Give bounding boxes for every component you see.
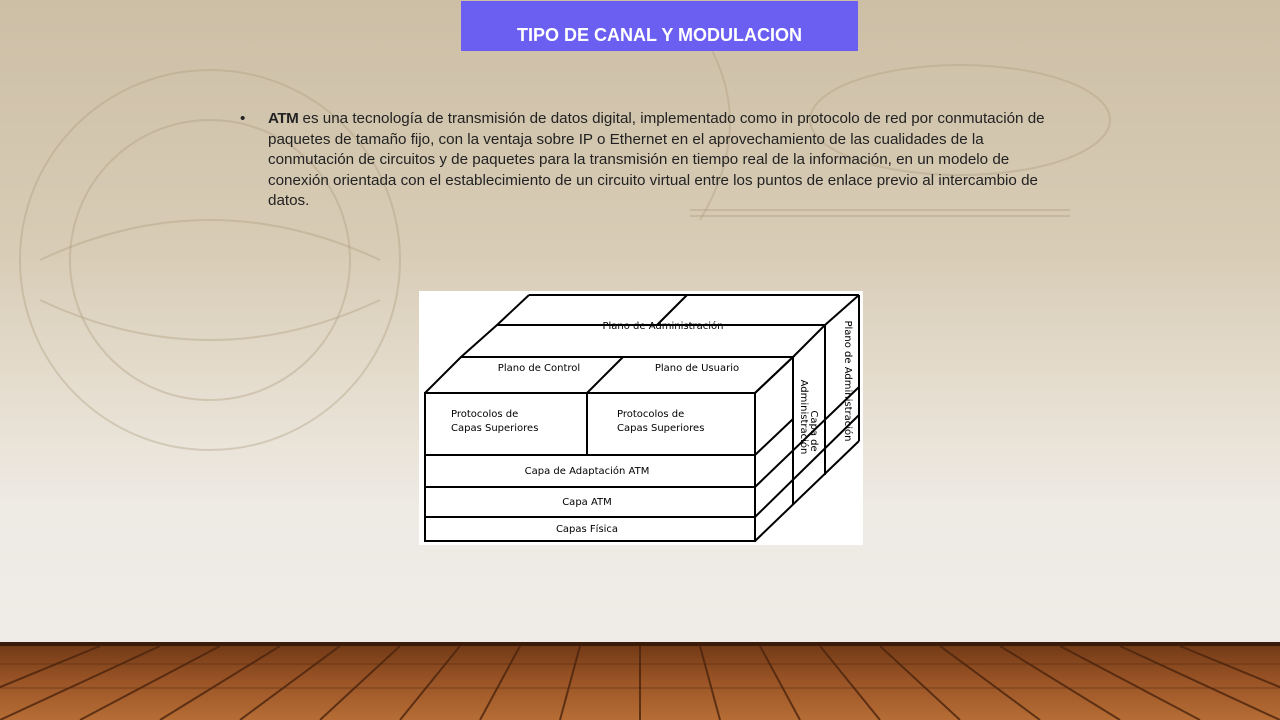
atm-layer-label: Capa ATM: [562, 497, 612, 508]
slide-title: TIPO DE CANAL Y MODULACION: [461, 1, 858, 51]
control-plane-label: Plano de Control: [497, 363, 581, 374]
upper-left-line-1: Protocolos de: [451, 409, 519, 420]
atm-model-diagram: [419, 291, 863, 545]
bullet-term: ATM: [268, 110, 299, 127]
physical-layer-label: Capas Física: [555, 524, 619, 535]
adaptation-layer-label: Capa de Adaptación ATM: [524, 466, 650, 477]
bullet-text: [268, 109, 1070, 212]
bullet-body: es una tecnología de transmisión de datos digital, implementado como in protocolo de red por conmutación de paquetes de tamaño fijo, con la ventaja sobre IP o Ethernet en el aprovechamiento de las cualidades de la conmutación de circuitos y de paquetes para la transmisión en tiempo real de la información, en un modelo de conexión orientada con el establecimiento de un circuito virtual entre los puntos de enlace previo al intercambio de datos.: [268, 110, 1045, 210]
side-layer-admin-line-1: Capa de: [808, 410, 819, 452]
bullet-symbol: •: [240, 110, 246, 127]
upper-right-line-2: Capas Superiores: [617, 423, 705, 434]
top-plane-label: Plano de Administración: [602, 321, 724, 332]
upper-right-line-1: Protocolos de: [617, 409, 685, 420]
bullet-paragraph: [240, 109, 1070, 212]
side-plane-admin-label: Plano de Administración: [842, 320, 853, 442]
user-plane-label: Plano de Usuario: [654, 363, 740, 374]
side-layer-admin-line-2: Administración: [798, 379, 809, 455]
upper-left-line-2: Capas Superiores: [451, 423, 539, 434]
wooden-floor: [0, 642, 1280, 720]
